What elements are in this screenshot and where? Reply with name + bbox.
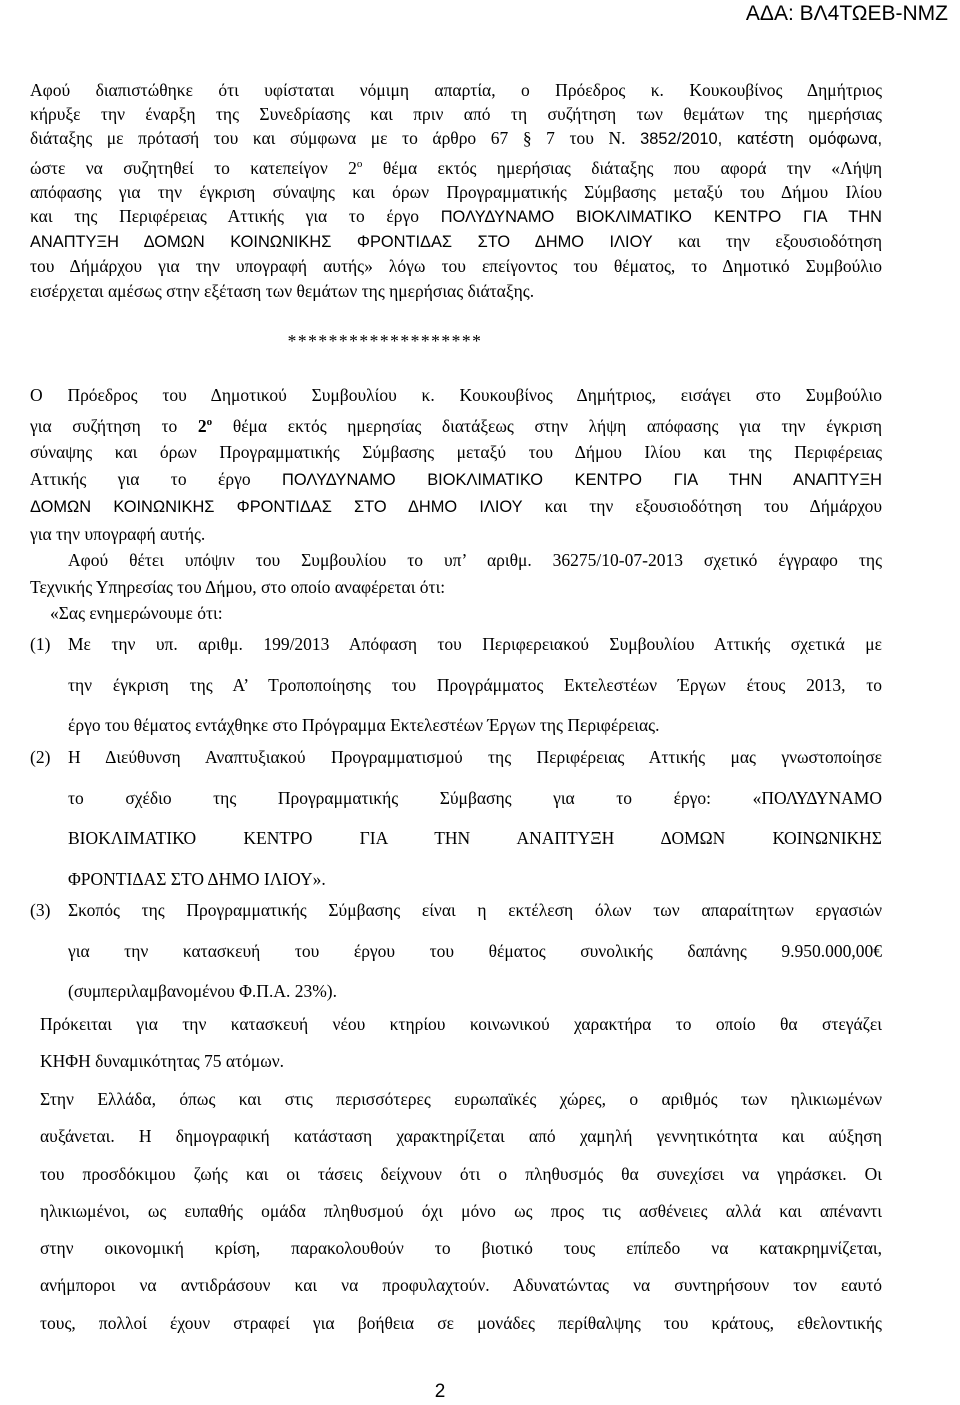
text-span: θέμα εκτός ημερησίας διατάξεως στην λήψη απόφασης για την έγκριση — [212, 415, 882, 436]
text-line — [30, 493, 882, 521]
text-span: ηλικιωμένοι, ως ευπαθής ομάδα πληθυσμού όχι μόνο ως προς τις ασθένειες αλλά και απέναντι — [40, 1200, 882, 1221]
text-span: ΒΙΟΚΛΙΜΑΤΙΚΟ ΚΕΝΤΡΟ ΓΙΑ ΤΗΝ ΑΝΑΠΤΥΞΗ ΔΟΜΩΝ ΚΟΙΝΩΝΙΚΗΣ — [68, 828, 882, 848]
text-span: Τεχνικής Υπηρεσίας του Δήμου, στο οποίο αναφέρεται ότι: — [30, 576, 446, 597]
text-span: Αφού θέτει υπόψιν του Συμβουλίου το υπ’ αριθμ. 36275/10-07-2013 σχετικό έγγραφο της — [68, 550, 882, 570]
text-span: 2 — [197, 415, 207, 436]
text-line — [40, 1006, 882, 1043]
text-line — [30, 229, 882, 254]
text-span: Με την υπ. αριθμ. 199/2013 Απόφαση του Περιφερειακού Συμβουλίου Αττικής σχετικά με — [68, 634, 882, 654]
text-span: θέμα εκτός ημερήσιας διάταξης που αφορά την «Λήψη — [362, 157, 882, 178]
text-line — [30, 931, 882, 972]
text-span: Κουκουβίνος Δημήτριος, εισάγει στο Συμβούλιο — [459, 385, 882, 405]
text-span: και της Περιφέρειας Αττικής για το έργο — [30, 206, 441, 227]
text-line — [30, 180, 882, 204]
text-span: και την εξουσιοδότηση — [652, 231, 882, 252]
text-line — [30, 547, 882, 574]
text-span: Ο Πρόεδρος του Δημοτικού Συμβουλίου κ. — [30, 385, 460, 405]
text-span: αυξάνεται. Η δημογραφική κατάσταση χαρακτηρίζεται από χαμηλή γεννητικότητα και αύξηση — [40, 1126, 882, 1147]
text-line — [40, 1118, 882, 1155]
text-line — [40, 1305, 882, 1342]
text-span: του προσδόκιμου ζωής και οι τάσεις δείχνουν ότι ο πληθυσμός θα συνεχίσει να γηράσκει. Οι — [40, 1163, 882, 1184]
text-line — [30, 818, 882, 859]
text-span: σύναψης και όρων Προγραμματικής Σύμβασης μεταξύ του Δήμου Ιλίου και της Περιφέρειας — [30, 442, 882, 462]
superscript: ο — [206, 415, 213, 428]
text-span: (συμπεριλαμβανομένου Φ.Π.Α. 23%). — [68, 981, 337, 1001]
text-line — [40, 1156, 882, 1193]
ada-code: ΑΔΑ: ΒΛ4ΤΩΕΒ-ΝΜΖ — [745, 2, 948, 25]
text-line — [30, 890, 882, 931]
item-number: (3) — [30, 900, 51, 920]
text-line — [40, 1267, 882, 1304]
text-span: την έγκριση της Α’ Τροποποίησης του Προγράμματος Εκτελεστέων Έργων έτους 2013, το — [68, 674, 882, 695]
list-item-2 — [30, 737, 882, 899]
text-line — [40, 1043, 882, 1080]
text-span: «Σας ενημερώνουμε ότι: — [50, 603, 223, 623]
text-span: ΦΡΟΝΤΙΔΑΣ ΣΤΟ ΔΗΜΟ ΙΛΙΟΥ». — [68, 868, 326, 889]
text-span: τους, πολλοί έχουν στραφεί για βοήθεια σε μονάδες περίθαλψης του κράτους, εθελοντικής — [40, 1312, 882, 1333]
separator: ******************* — [287, 331, 483, 351]
text-span: Σκοπός της Προγραμματικής Σύμβασης είναι η εκτέλεση όλων των απαραίτητων εργασιών — [68, 900, 882, 920]
body-paragraph-2 — [40, 1081, 882, 1342]
text-span: Αφού διαπιστώθηκε ότι υφίσταται νόμιμη απαρτία, ο Πρόεδρος κ. Κουκουβίνος Δημήτριος — [30, 80, 882, 100]
text-span: ΠΟΛΥΔΥΝΑΜΟ ΒΙΟΚΛΙΜΑΤΙΚΟ ΚΕΝΤΡΟ ΓΙΑ ΤΗΝ — [440, 208, 882, 227]
text-span: 3852/2010, κατέστη ομόφωνα, — [640, 130, 882, 149]
text-span: για συζήτηση το — [30, 415, 198, 436]
text-line — [30, 254, 882, 278]
text-line — [40, 1193, 882, 1230]
text-line — [30, 521, 882, 548]
text-line — [30, 600, 882, 627]
text-line — [30, 466, 882, 494]
text-span: για την κατασκευή του έργου του θέματος συνολικής δαπάνης 9.950.000,00€ — [68, 940, 882, 961]
text-line — [30, 574, 882, 601]
text-span: απόφασης για την έγκριση σύναψης και όρων Προγραμματικής Σύμβασης μεταξύ του Δήμου Ιλίου — [30, 181, 882, 202]
text-line — [30, 409, 882, 440]
text-line — [30, 204, 882, 229]
text-line — [30, 102, 882, 126]
text-line — [40, 1081, 882, 1118]
text-line — [40, 1230, 882, 1267]
text-span: διάταξης με πρότασή του και σύμφωνα με το άρθρο 67 § 7 του Ν. — [30, 128, 641, 149]
text-span: ώστε να συζητηθεί το κατεπείγον 2 — [30, 157, 357, 178]
superscript: ο — [356, 157, 363, 170]
text-line — [30, 778, 882, 819]
list-item-3 — [30, 890, 882, 1012]
text-span: Η Διεύθυνση Αναπτυξιακού Προγραμματισμού της Περιφέρειας Αττικής μας γνωστοποίησε — [68, 747, 882, 767]
item-number: (1) — [30, 634, 51, 654]
text-span: για την υπογραφή αυτής. — [30, 523, 206, 544]
opening-paragraph — [30, 78, 882, 303]
text-line — [30, 382, 882, 409]
text-line — [30, 279, 882, 303]
intro-paragraph — [30, 382, 882, 627]
item-number: (2) — [30, 747, 51, 767]
text-line — [30, 78, 882, 102]
page-number: 2 — [434, 1381, 446, 1402]
text-span: ανήμποροι να αντιδράσουν και να προφυλαχτούν. Αδυνατώντας να συντηρήσουν τον εαυτό — [40, 1275, 882, 1296]
text-line — [30, 624, 882, 665]
text-line — [30, 126, 882, 151]
text-span: Στην Ελλάδα, όπως και στις περισσότερες ευρωπαϊκές χώρες, ο αριθμός των ηλικιωμένων — [40, 1089, 882, 1109]
text-span: ΑΝΑΠΤΥΞΗ ΔΟΜΩΝ ΚΟΙΝΩΝΙΚΗΣ ΦΡΟΝΤΙΔΑΣ ΣΤΟ ΔΗΜΟ ΙΛΙΟΥ — [30, 233, 653, 252]
text-span: έργο του θέματος εντάχθηκε στο Πρόγραμμα Εκτελεστέων Έργων της Περιφέρειας. — [68, 715, 660, 735]
text-span: Αττικής για το έργο — [30, 468, 283, 489]
text-line — [30, 439, 882, 466]
text-span: στην οικονομική κρίση, παρακολουθούν το βιοτικό τους επίπεδο να κατακρημνίζεται, — [40, 1238, 882, 1259]
text-span: ΠΟΛΥΔΥΝΑΜΟ ΒΙΟΚΛΙΜΑΤΙΚΟ ΚΕΝΤΡΟ ΓΙΑ ΤΗΝ ΑΝΑΠΤΥΞΗ — [282, 470, 882, 489]
text-span: ΚΗΦΗ δυναμικότητας 75 ατόμων. — [40, 1051, 285, 1072]
text-line — [30, 152, 882, 180]
text-line — [30, 665, 882, 706]
text-span: Πρόκειται για την κατασκευή νέου κτηρίου κοινωνικού χαρακτήρα το οποίο θα στεγάζει — [40, 1014, 882, 1034]
text-span: εισέρχεται αμέσως στην εξέταση των θεμάτων της ημερήσιας διάταξης. — [30, 280, 535, 301]
text-line — [30, 737, 882, 778]
text-span: κήρυξε την έναρξη της Συνεδρίασης και πριν από τη συζήτηση των θεμάτων της ημερήσιας — [30, 104, 882, 125]
text-span: ΔΟΜΩΝ ΚΟΙΝΩΝΙΚΗΣ ΦΡΟΝΤΙΔΑΣ ΣΤΟ ΔΗΜΟ ΙΛΙΟΥ — [30, 498, 523, 516]
body-paragraph-1 — [40, 1006, 882, 1081]
text-span: και την εξουσιοδότηση του Δήμάρχου — [522, 496, 882, 516]
text-span: του Δήμάρχου για την υπογραφή αυτής» λόγω του επείγοντος του θέματος, το Δημοτικό Συμβούλιο — [30, 256, 882, 277]
text-span: το σχέδιο της Προγραμματικής Σύμβασης για το έργο: «ΠΟΛΥΔΥΝΑΜΟ — [68, 787, 882, 808]
list-item-1 — [30, 624, 882, 746]
